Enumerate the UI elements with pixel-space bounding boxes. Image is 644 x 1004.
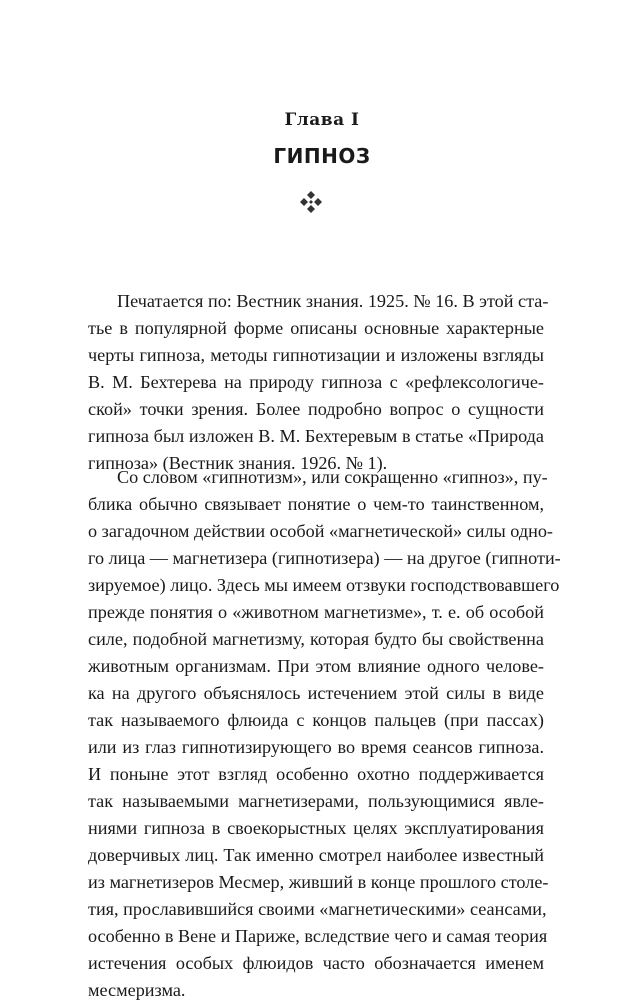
text-line: тия, прославившийся своими «магнетическими» сеансами, [88, 899, 547, 919]
paragraph-main-text [88, 464, 561, 1004]
text-line: гипноза» (Вестник знания. 1926. № 1). [88, 453, 388, 473]
text-line: черты гипноза, методы гипнотизации и изложены взгляды [88, 345, 544, 365]
text-line: блика обычно связывает понятие о чем-то таинственном, [88, 494, 544, 514]
text-line: о загадочном действии особой «магнетической» силы одно- [88, 521, 553, 541]
ornament-diamonds-icon [297, 188, 325, 216]
text-line: зируемое) лицо. Здесь мы имеем отзвуки господствовавшего [88, 575, 560, 595]
text-line: Со словом «гипнотизм», или сокращенно «гипноз», пу- [117, 467, 548, 487]
text-line: истечения особых флюидов часто обозначается именем [88, 953, 544, 973]
text-line: так называемого флюида с концов пальцев (при пассах) [88, 710, 544, 730]
text-line: гипноза был изложен В. М. Бехтеревым в статье «Природа [88, 426, 544, 446]
text-line: силе, подобной магнетизму, которая будто бы свойственна [88, 629, 544, 649]
text-line: Печатается по: Вестник знания. 1925. № 16. В этой ста- [117, 291, 549, 311]
text-line: месмеризма. [88, 980, 186, 1000]
text-line: доверчивых лиц. Так именно смотрел наиболее известный [88, 845, 544, 865]
text-line: ниями гипноза в своекорыстных целях эксплуатирования [88, 818, 544, 838]
text-line: В. М. Бехтерева на природу гипноза с «рефлексологиче- [88, 372, 544, 392]
text-line: животным организмам. При этом влияние одного челове- [88, 656, 544, 676]
chapter-label: Глава I [284, 110, 360, 130]
text-line: или из глаз гипнотизирующего во время сеансов гипноза. [88, 737, 544, 757]
text-line: прежде понятия о «животном магнетизме», т. е. об особой [88, 602, 544, 622]
text-line: го лица — магнетизера (гипнотизера) — на другое (гипноти- [88, 548, 561, 568]
text-line: из магнетизеров Месмер, живший в конце прошлого столе- [88, 872, 549, 892]
text-line: особенно в Вене и Париже, вследствие чего и самая теория [88, 926, 548, 946]
text-line: так называемыми магнетизерами, пользующимися явле- [88, 791, 544, 811]
text-line: ка на другого объяснялось истечением этой силы в виде [88, 683, 544, 703]
chapter-title: ГИПНОЗ [273, 144, 371, 168]
text-line: ской» точки зрения. Более подробно вопрос о сущности [88, 399, 544, 419]
text-line: И поныне этот взгляд особенно охотно поддерживается [88, 764, 544, 784]
text-line: тье в популярной форме описаны основные характерные [88, 318, 544, 338]
